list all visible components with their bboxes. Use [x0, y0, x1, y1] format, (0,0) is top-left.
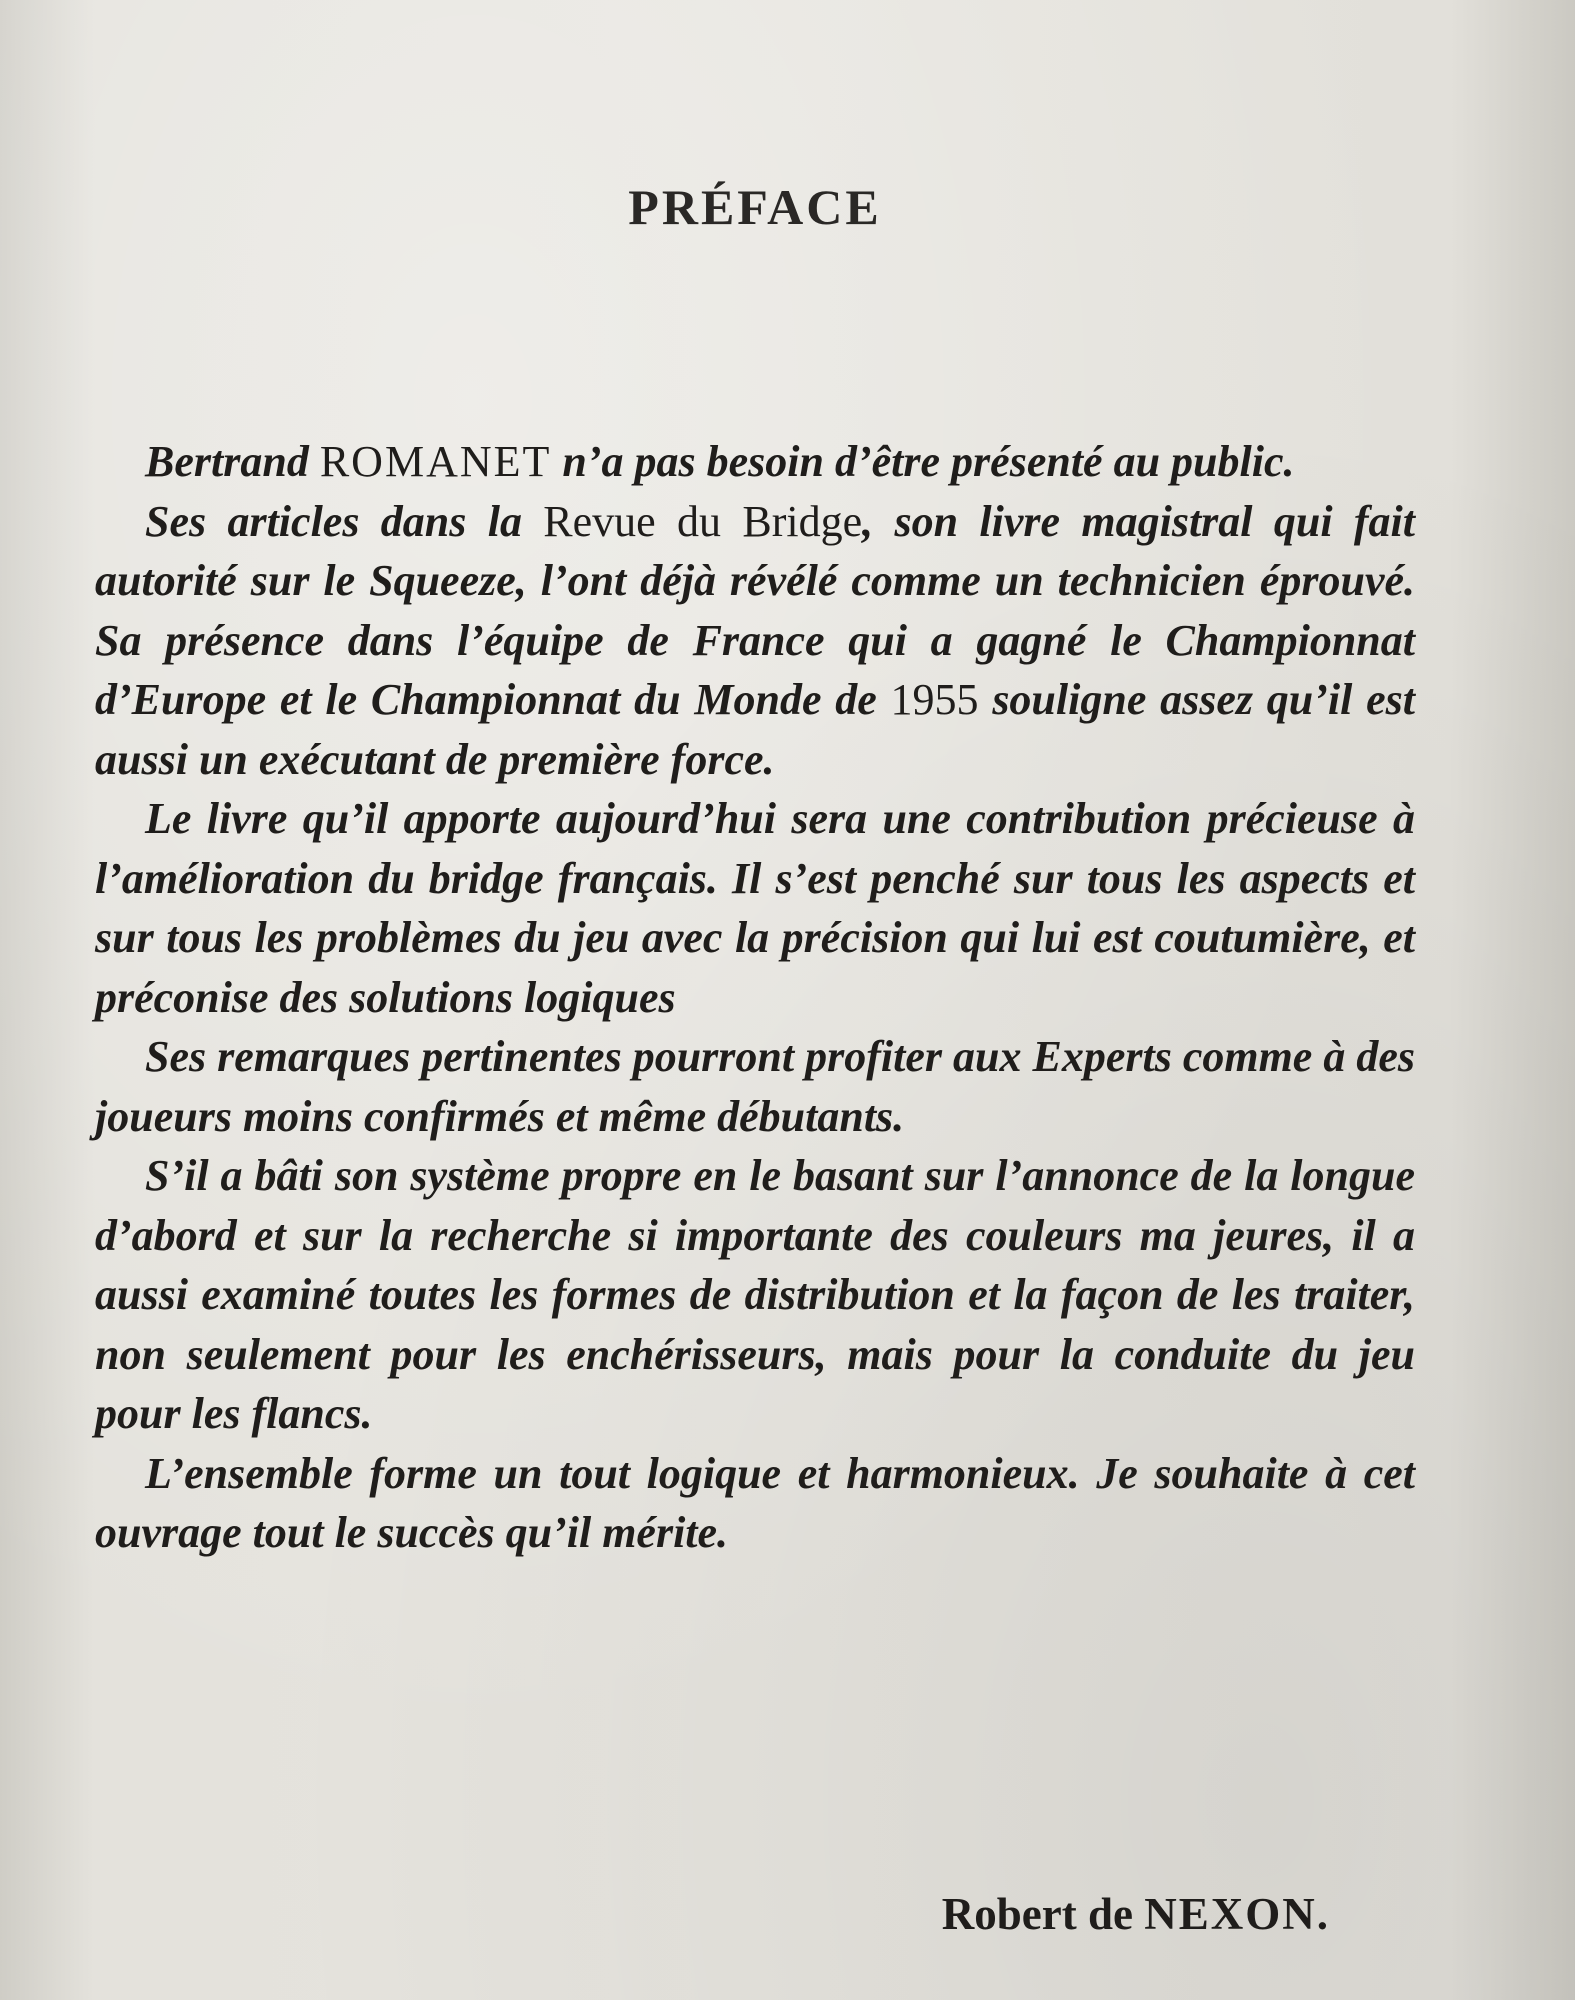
paragraph-1 [95, 432, 1415, 492]
author-name: ROMANET [319, 437, 552, 486]
preface-body [95, 432, 1415, 1563]
paragraph-2-text-b: , son livre magistral qui fait autorité sur le Squeeze, l’ont déjà révélé comme un technicien éprouvé. Sa présence dans l’équipe de France qui a gagné le Championnat d’Europe et le Championnat du Monde de [95, 496, 1415, 724]
paragraph-1-text-b: n’a pas besoin d’être présenté au public. [551, 437, 1295, 486]
paragraph-5: S’il a bâti son système propre en le basant sur l’annonce de la longue d’abord et sur la recherche si importante des couleurs ma jeures, il a aussi examiné toutes les formes de distribution et la façon de les traiter, non seulement pour les enchérisseurs, mais pour la conduite du jeu pour les flancs. [95, 1151, 1415, 1438]
paragraph-3: Le livre qu’il apporte aujourd’hui sera une contribution précieuse à l’amélioration du bridge français. Il s’est penché sur tous les aspects et sur tous les problèmes du jeu avec la précision qui lui est coutumière, et préconise des solutions logiques [95, 794, 1415, 1022]
paragraph-4: Ses remarques pertinentes pourront profiter aux Experts comme à des joueurs moins confirmés et même débutants. [95, 1032, 1415, 1141]
signature-first-name: Robert de [941, 1889, 1145, 1939]
paragraph-2-text-a: Ses articles dans la [145, 496, 544, 546]
signature-last-name: NEXON. [1144, 1889, 1330, 1939]
paragraph-6: L’ensemble forme un tout logique et harmonieux. Je souhaite à cet ouvrage tout le succès qu’il mérite. [95, 1448, 1415, 1557]
paragraph-2 [95, 492, 1415, 790]
signature [860, 1888, 1330, 1940]
page-title: PRÉFACE [628, 179, 882, 235]
championship-year: 1955 [890, 675, 979, 724]
paragraph-1-text-a: Bertrand [145, 437, 320, 486]
journal-title: Revue du Bridge [543, 496, 863, 546]
paragraph-2-text-c: souligne assez qu’il est aussi un exécutant de première force. [95, 675, 1415, 784]
